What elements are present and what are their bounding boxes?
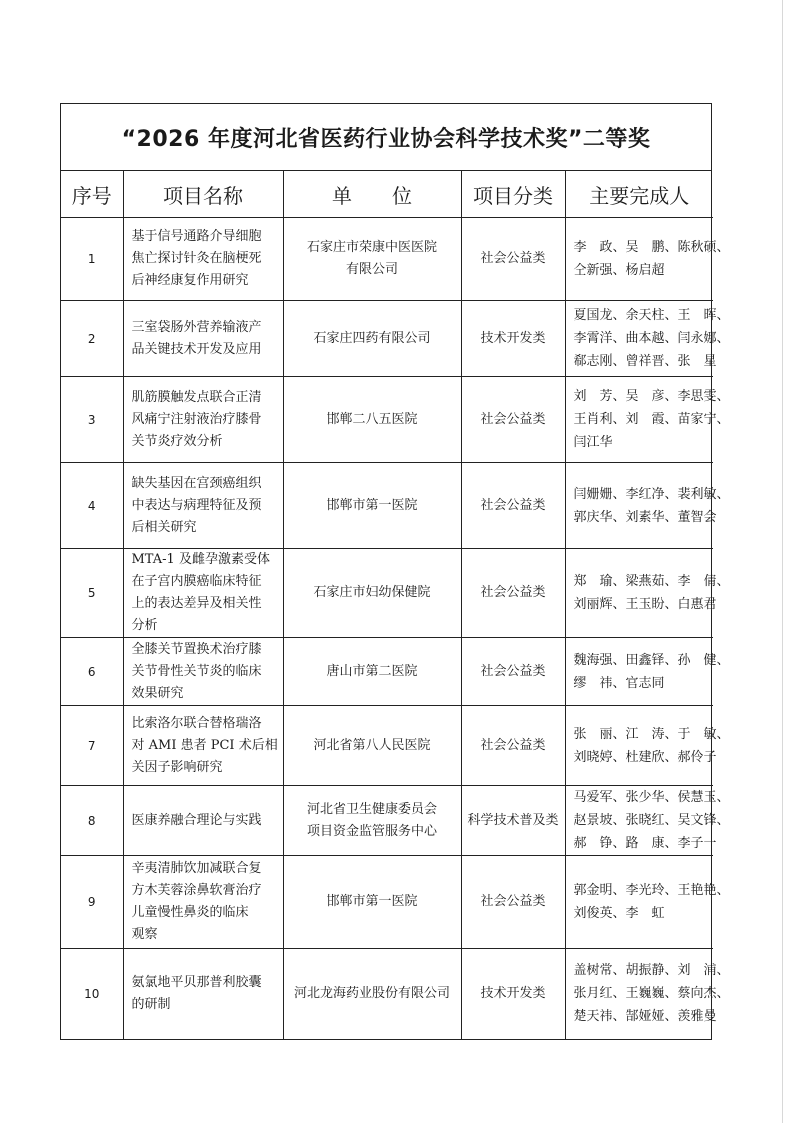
project-name-line: 的研制	[131, 996, 171, 1012]
project-name-line: 辛夷清肺饮加减联合复	[131, 861, 262, 876]
cell-category: 社会公益类	[461, 218, 565, 301]
cell-people	[565, 856, 730, 949]
project-name-line: 中表达与病理特征及预	[131, 497, 262, 513]
cell-project-name	[123, 463, 283, 549]
page-title: “2026 年度河北省医药行业协会科学技术奖”二等奖	[61, 104, 711, 171]
cell-people	[565, 786, 730, 856]
unit-line: 有限公司	[345, 262, 398, 277]
cell-unit	[283, 549, 461, 638]
cell-no: 5	[61, 549, 123, 638]
people-line: 赵景坡、张晓红、吴文锋、	[573, 813, 730, 828]
project-name-line: 关因子影响研究	[131, 759, 223, 775]
header-category: 项目分类	[461, 171, 565, 218]
people-line: 魏海强、田鑫铎、孙 健、	[573, 652, 730, 668]
unit-line: 河北龙海药业股份有限公司	[293, 985, 450, 1001]
cell-no: 10	[61, 949, 123, 1039]
cell-no: 4	[61, 463, 123, 549]
people-line: 闫姗姗、李红净、裴利敏、	[573, 486, 730, 502]
project-name-line: 焦亡探讨针灸在脑梗死	[131, 251, 262, 266]
project-name-line: MTA-1 及雌孕激素受体	[131, 552, 270, 567]
unit-line: 项目资金监管服务中心	[306, 823, 437, 839]
project-name-line: 缺失基因在宫颈癌组织	[131, 475, 262, 491]
people-line: 缪 祎、官志同	[573, 675, 665, 691]
people-line: 李 政、吴 鹏、陈秋硕、	[573, 240, 730, 255]
people-line: 王肖利、刘 霞、苗家宁、	[573, 412, 730, 427]
people-line: 夏国龙、余天柱、王 晖、	[573, 308, 730, 323]
table-row	[61, 706, 713, 786]
cell-people	[565, 706, 730, 786]
people-line: 刘丽辉、王玉盼、白惠君	[573, 597, 717, 612]
cell-people	[565, 549, 730, 638]
cell-category: 社会公益类	[461, 856, 565, 949]
project-name-line: 关节骨性关节炎的临床	[131, 663, 262, 679]
table-row	[61, 549, 713, 638]
cell-people	[565, 301, 730, 377]
people-line: 郝 铮、路 康、李子一	[573, 836, 717, 851]
cell-project-name	[123, 638, 283, 706]
people-line: 仝新强、杨启超	[573, 263, 665, 278]
header-unit: 单 位	[283, 171, 461, 218]
cell-unit	[283, 463, 461, 549]
people-line: 张月红、王巍巍、蔡向杰、	[573, 986, 730, 1002]
people-line: 郑 瑜、梁燕茹、李 倩、	[573, 574, 730, 589]
table-row	[61, 638, 713, 706]
people-line: 郭庆华、刘素华、董智会	[573, 509, 717, 525]
unit-line: 石家庄四药有限公司	[313, 330, 431, 346]
table-row	[61, 949, 713, 1039]
unit-line: 唐山市第二医院	[326, 663, 418, 679]
unit-line: 石家庄市妇幼保健院	[313, 585, 431, 600]
people-line: 盖树常、胡振静、刘 浦、	[573, 963, 730, 979]
header-no: 序号	[61, 171, 123, 218]
project-name-line: 三室袋肠外营养输液产	[131, 319, 262, 335]
people-line: 刘晓婷、杜建欣、郝伶子	[573, 749, 717, 765]
people-line: 闫江华	[573, 435, 613, 450]
project-name-line: 基于信号通路介导细胞	[131, 229, 262, 244]
cell-people	[565, 377, 730, 463]
unit-line: 邯郸市第一医院	[326, 497, 418, 513]
project-name-line: 后相关研究	[131, 519, 197, 535]
cell-no: 2	[61, 301, 123, 377]
unit-line: 河北省卫生健康委员会	[306, 801, 437, 817]
project-name-line: 医康养融合理论与实践	[131, 812, 262, 828]
cell-project-name	[123, 949, 283, 1039]
cell-project-name	[123, 549, 283, 638]
cell-project-name	[123, 786, 283, 856]
cell-category: 社会公益类	[461, 377, 565, 463]
cell-unit	[283, 638, 461, 706]
table-row	[61, 218, 713, 301]
cell-no: 9	[61, 856, 123, 949]
people-line: 张 丽、江 涛、于 敏、	[573, 726, 730, 742]
project-name-line: 关节炎疗效分析	[131, 433, 223, 449]
cell-people	[565, 949, 730, 1039]
unit-line: 邯郸二八五医院	[326, 411, 418, 427]
cell-category: 社会公益类	[461, 638, 565, 706]
project-name-line: 氨氯地平贝那普利胶囊	[131, 974, 262, 990]
cell-unit	[283, 786, 461, 856]
project-name-line: 全膝关节置换术治疗膝	[131, 641, 262, 657]
cell-people	[565, 463, 730, 549]
cell-unit	[283, 218, 461, 301]
project-name-line: 在子宫内膜癌临床特征	[131, 574, 262, 589]
people-line: 郗志刚、曾祥晋、张 星	[573, 354, 717, 369]
project-name-line: 肌筋膜触发点联合正清	[131, 389, 262, 405]
scan-edge-line	[782, 0, 783, 1123]
people-line: 郭金明、李光玲、王艳艳、	[573, 883, 730, 898]
project-name-line: 品关键技术开发及应用	[131, 341, 262, 357]
cell-no: 8	[61, 786, 123, 856]
cell-category: 科学技术普及类	[461, 786, 565, 856]
cell-unit	[283, 377, 461, 463]
cell-project-name	[123, 377, 283, 463]
cell-category: 技术开发类	[461, 949, 565, 1039]
cell-project-name	[123, 301, 283, 377]
cell-unit	[283, 706, 461, 786]
people-line: 楚天祎、郜娅娅、羡雅曼	[573, 1009, 717, 1025]
table-body	[61, 218, 730, 1039]
people-line: 刘 芳、吴 彦、李思雯、	[573, 389, 730, 404]
people-line: 刘俊英、李 虹	[573, 906, 665, 921]
table-header-row	[61, 171, 713, 218]
cell-no: 3	[61, 377, 123, 463]
table-row	[61, 377, 713, 463]
cell-category: 社会公益类	[461, 549, 565, 638]
cell-project-name	[123, 218, 283, 301]
project-name-line: 观察	[131, 927, 158, 942]
unit-line: 邯郸市第一医院	[326, 894, 418, 909]
cell-project-name	[123, 856, 283, 949]
cell-project-name	[123, 706, 283, 786]
people-line: 李霄洋、曲本越、闫永娜、	[573, 331, 730, 346]
cell-no: 1	[61, 218, 123, 301]
unit-line: 石家庄市荣康中医医院	[306, 240, 437, 255]
table-row	[61, 463, 713, 549]
project-name-line: 效果研究	[131, 685, 184, 701]
table-row	[61, 301, 713, 377]
header-project-name: 项目名称	[123, 171, 283, 218]
cell-people	[565, 638, 730, 706]
cell-unit	[283, 949, 461, 1039]
award-table-frame	[60, 103, 730, 1040]
project-name-line: 儿童慢性鼻炎的临床	[131, 905, 249, 920]
cell-unit	[283, 301, 461, 377]
project-name-line: 后神经康复作用研究	[131, 273, 249, 288]
header-people: 主要完成人	[565, 171, 713, 218]
table-row	[61, 786, 713, 856]
people-line: 马爱军、张少华、侯慧玉、	[573, 790, 730, 805]
project-name-line: 上的表达差异及相关性	[131, 596, 262, 611]
cell-category: 社会公益类	[461, 463, 565, 549]
cell-no: 6	[61, 638, 123, 706]
cell-category: 技术开发类	[461, 301, 565, 377]
project-name-line: 方木芙蓉涂鼻软膏治疗	[131, 883, 262, 898]
award-table	[61, 171, 730, 1039]
cell-category: 社会公益类	[461, 706, 565, 786]
table-row	[61, 856, 713, 949]
project-name-line: 比索洛尔联合替格瑞洛	[131, 715, 262, 731]
cell-no: 7	[61, 706, 123, 786]
project-name-line: 风痛宁注射液治疗膝骨	[131, 411, 262, 427]
cell-people	[565, 218, 730, 301]
project-name-line: 对 AMI 患者 PCI 术后相	[131, 737, 278, 753]
unit-line: 河北省第八人民医院	[313, 737, 431, 753]
cell-unit	[283, 856, 461, 949]
project-name-line: 分析	[131, 618, 158, 633]
